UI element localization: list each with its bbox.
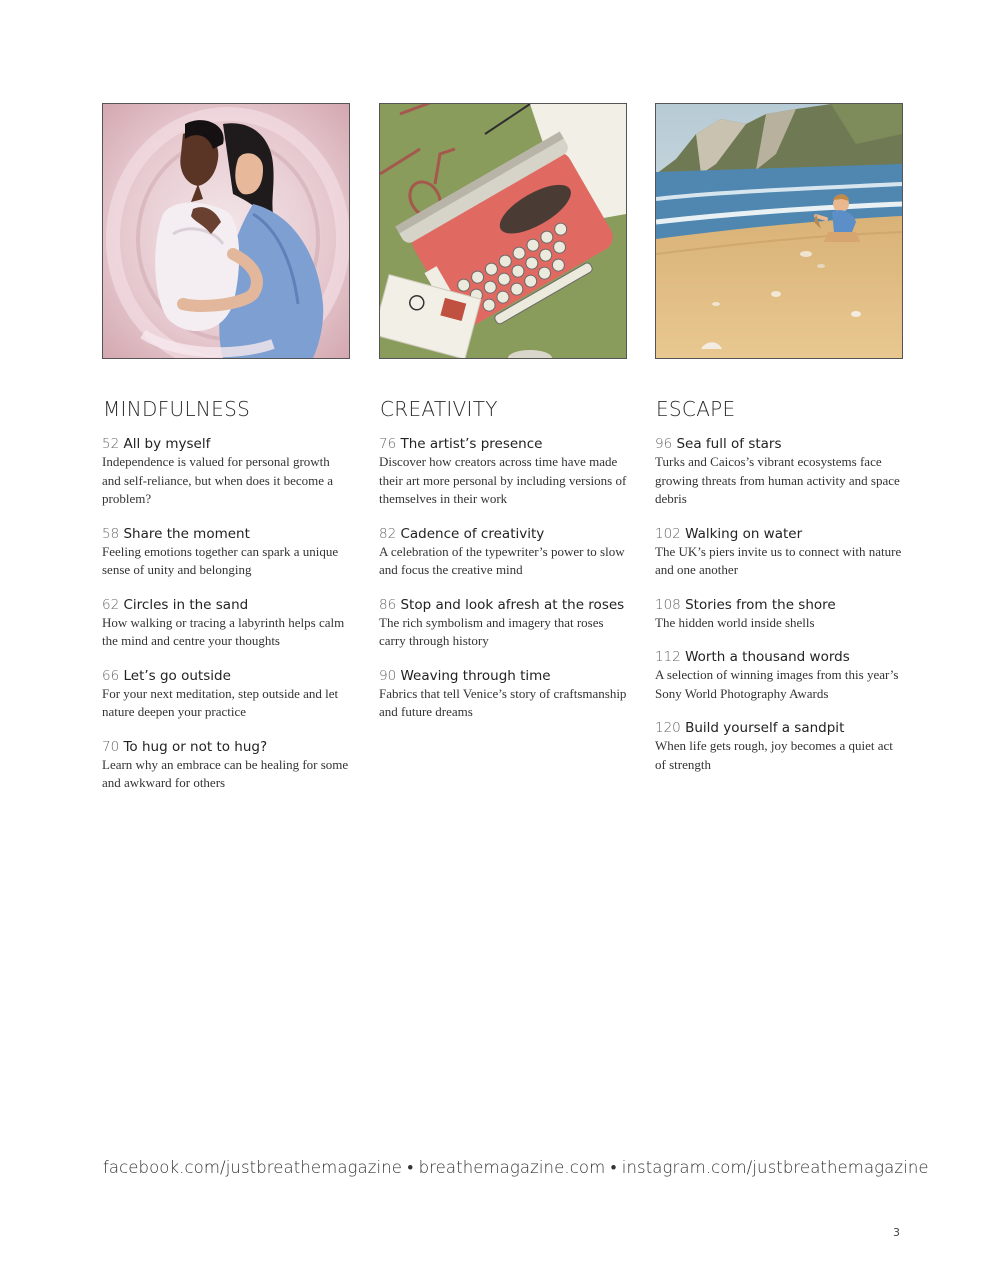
footer-links[interactable]: facebook.com/justbreathemagazine • breathemagazine.com • instagram.com/justbreathemagazine [103, 1158, 929, 1177]
article-title: The artist’s presence [400, 436, 543, 452]
article-description: Learn why an embrace can be healing for some and awkward for others [102, 756, 349, 790]
page-number: 86 [379, 596, 397, 613]
article-entry[interactable] [655, 648, 903, 703]
article-heading [379, 667, 627, 685]
page-number: 108 [655, 596, 681, 613]
article-title: To hug or not to hug? [123, 738, 268, 755]
article-heading [655, 435, 903, 453]
article-description: The UK’s piers invite us to connect with nature and one another [655, 543, 902, 577]
typewriter-illustration [379, 103, 627, 359]
article-title: Let’s go outside [123, 667, 231, 684]
article-list [102, 435, 350, 793]
page-number: 58 [102, 525, 120, 542]
article-title: Cadence of creativity [400, 525, 545, 542]
article-entry[interactable] [655, 719, 903, 774]
article-heading [102, 525, 350, 543]
page-number: 70 [102, 738, 120, 755]
article-title: Weaving through time [400, 667, 551, 684]
article-heading [655, 648, 903, 666]
article-title: Sea full of stars [676, 436, 782, 452]
article-entry[interactable] [102, 667, 350, 722]
page-number: 82 [379, 525, 397, 542]
article-entry[interactable] [102, 596, 350, 651]
article-heading [102, 738, 350, 756]
page-number: 112 [655, 649, 681, 665]
article-description: The hidden world inside shells [655, 614, 815, 630]
article-heading [102, 435, 350, 453]
article-description: For your next meditation, step outside and let nature deepen your practice [102, 685, 339, 719]
article-entry[interactable] [102, 525, 350, 580]
embracing-women-illustration [102, 103, 350, 359]
article-entry[interactable] [379, 525, 627, 580]
article-description: A celebration of the typewriter’s power to slow and focus the creative mind [379, 543, 625, 577]
article-title: Share the moment [123, 525, 250, 542]
article-heading [655, 596, 903, 614]
article-entry[interactable] [102, 738, 350, 793]
section-title: ESCAPE [656, 397, 736, 421]
page-number: 102 [655, 525, 681, 542]
article-heading [102, 596, 350, 614]
article-title: All by myself [123, 436, 211, 452]
article-title: Stories from the shore [685, 596, 836, 613]
article-entry[interactable] [379, 596, 627, 651]
column-creativity [379, 103, 627, 738]
article-heading [379, 435, 627, 453]
page-number: 90 [379, 667, 397, 684]
article-heading [655, 719, 903, 737]
beach-child-illustration [655, 103, 903, 359]
column-mindfulness [102, 103, 350, 809]
article-entry[interactable] [379, 435, 627, 509]
article-heading [655, 525, 903, 543]
page-number: 96 [655, 436, 673, 452]
page-number: 52 [102, 436, 120, 452]
article-entry[interactable] [655, 435, 903, 509]
article-entry[interactable] [655, 525, 903, 580]
article-entry[interactable] [655, 596, 903, 633]
article-description: How walking or tracing a labyrinth helps calm the mind and centre your thoughts [102, 614, 345, 648]
article-heading [379, 596, 627, 614]
article-description: Fabrics that tell Venice’s story of craftsmanship and future dreams [379, 685, 627, 719]
article-description: The rich symbolism and imagery that roses carry through history [379, 614, 604, 648]
section-title: CREATIVITY [380, 397, 498, 421]
page-number: 120 [655, 720, 681, 736]
page-number-footer: 3 [893, 1226, 900, 1239]
article-entry[interactable] [102, 435, 350, 509]
article-description: Turks and Caicos’s vibrant ecosystems face growing threats from human activity and space debris [655, 454, 900, 506]
page-number: 76 [379, 436, 397, 452]
article-description: Feeling emotions together can spark a unique sense of unity and belonging [102, 543, 339, 577]
article-description: A selection of winning images from this year’s Sony World Photography Awards [655, 667, 899, 701]
article-heading [102, 667, 350, 685]
article-description: When life gets rough, joy becomes a quiet act of strength [655, 738, 893, 772]
article-description: Independence is valued for personal growth and self-reliance, but when does it become a problem? [102, 454, 334, 506]
article-list [655, 435, 903, 774]
page-number: 66 [102, 667, 120, 684]
article-title: Build yourself a sandpit [685, 720, 845, 736]
article-title: Walking on water [685, 525, 803, 542]
page-number: 62 [102, 596, 120, 613]
article-description: Discover how creators across time have made their art more personal by including versions of themselves in their work [379, 454, 627, 506]
article-list [379, 435, 627, 722]
section-title: MINDFULNESS [103, 397, 251, 421]
article-heading [379, 525, 627, 543]
article-title: Stop and look afresh at the roses [400, 596, 625, 613]
article-title: Circles in the sand [123, 596, 249, 613]
column-escape [655, 103, 903, 790]
article-entry[interactable] [379, 667, 627, 722]
article-title: Worth a thousand words [685, 649, 850, 665]
